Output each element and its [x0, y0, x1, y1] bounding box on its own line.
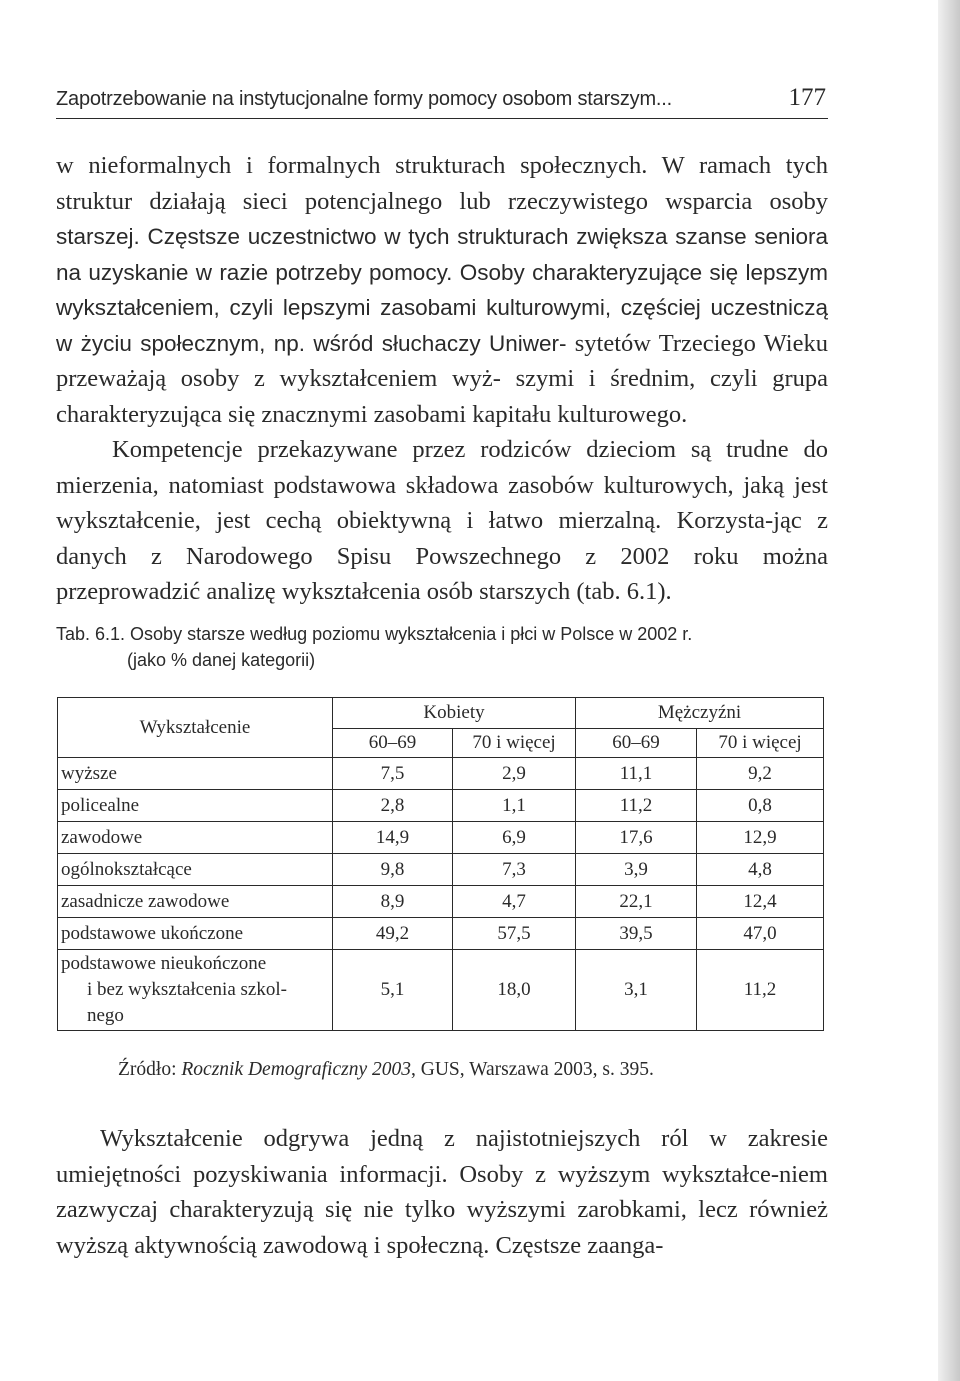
table-subcaption: (jako % danej kategorii) [127, 650, 316, 670]
cell-women-70-plus: 6,9 [453, 822, 576, 854]
paragraph-1-line-1: w nieformalnych i formalnych strukturach społecznych. W ramach tych [56, 152, 828, 179]
table-caption: Tab. 6.1. Osoby starsze według poziomu wykształcenia i płci w Polsce w 2002 r. [56, 624, 693, 644]
row-label-line-2: i bez wykształcenia szkol- [87, 979, 287, 1000]
cell-men-70-plus: 11,2 [697, 950, 824, 1031]
row-label [58, 950, 333, 1031]
paragraph-1 [56, 148, 828, 432]
cell-men-70-plus: 12,4 [697, 886, 824, 918]
paragraph-1-line-7: sytetów Trzeciego Wieku przeważają osoby z wykształceniem wyż- [56, 329, 828, 392]
row-label-line-3: nego [87, 1005, 124, 1026]
table-row [58, 790, 824, 822]
cell-women-70-plus: 18,0 [453, 950, 576, 1031]
cell-men-60-69: 11,2 [576, 790, 697, 822]
row-label: policealne [58, 790, 333, 822]
source-suffix: , GUS, Warszawa 2003, s. 395. [411, 1059, 654, 1080]
cell-women-70-plus: 1,1 [453, 790, 576, 822]
subheader-women-60-69: 60–69 [333, 729, 453, 758]
header-men: Mężczyźni [576, 698, 824, 729]
paragraph-1-line-4: seniora na uzyskanie w razie potrzeby pomocy. Osoby charakteryzujące [56, 224, 828, 285]
table-row [58, 918, 824, 950]
header-education: Wykształcenie [58, 698, 333, 758]
paragraph-2: Kompetencje przekazywane przez rodziców dzieciom są trudne do mierzenia, natomiast podstawowa składowa zasobów kulturowych, jaką jest wykształcenie, jest cechą obiektywną i łatwo mierzalną. Korzysta-jąc z danych z Narodowego Spisu Powszechnego z 2002 roku można przeprowadzić analizę wykształcenia osób starszych (tab. 6.1). [56, 436, 828, 605]
paragraph-1-line-6: częściej uczestniczą w życiu społecznym, np. wśród słuchaczy Uniwer- [56, 295, 829, 356]
table-row [58, 758, 824, 790]
header-women: Kobiety [333, 698, 576, 729]
row-label: wyższe [58, 758, 333, 790]
cell-men-70-plus: 9,2 [697, 758, 824, 790]
cell-men-70-plus: 12,9 [697, 822, 824, 854]
cell-women-60-69: 8,9 [333, 886, 453, 918]
cell-women-70-plus: 4,7 [453, 886, 576, 918]
paragraph-1-line-5: się lepszym wykształceniem, czyli lepszymi zasobami kulturowymi, [56, 259, 828, 320]
source-publication: Rocznik Demograficzny 2003 [181, 1059, 411, 1080]
cell-women-60-69: 49,2 [333, 918, 453, 950]
subheader-men-60-69: 60–69 [576, 729, 697, 758]
table-row [58, 950, 824, 1031]
cell-women-60-69: 2,8 [333, 790, 453, 822]
cell-men-60-69: 17,6 [576, 822, 697, 854]
cell-men-60-69: 3,9 [576, 854, 697, 886]
table-row [58, 886, 824, 918]
row-label: ogólnokształcące [58, 854, 333, 886]
cell-men-60-69: 3,1 [576, 950, 697, 1031]
cell-men-70-plus: 0,8 [697, 790, 824, 822]
table-header-row [58, 698, 824, 729]
table-source [118, 1059, 654, 1081]
cell-women-70-plus: 2,9 [453, 758, 576, 790]
cell-women-70-plus: 7,3 [453, 854, 576, 886]
paragraph-3: Wykształcenie odgrywa jedną z najistotniejszych ról w zakresie umiejętności pozyskiwania informacji. Osoby z wyższym wykształce-niem zazwyczaj charakteryzują się nie tylko wyższymi zarobkami, lecz również wyższą aktywnością zawodową i społeczną. Częstsze zaanga- [56, 1125, 828, 1259]
row-label: zawodowe [58, 822, 333, 854]
cell-women-60-69: 5,1 [333, 950, 453, 1031]
cell-men-60-69: 22,1 [576, 886, 697, 918]
row-label: zasadnicze zawodowe [58, 886, 333, 918]
row-label-line-1: podstawowe nieukończone [61, 953, 267, 974]
subheader-men-70-plus: 70 i więcej [697, 729, 824, 758]
cell-men-60-69: 11,1 [576, 758, 697, 790]
running-header-title: Zapotrzebowanie na instytucjonalne formy pomocy osobom starszym... [56, 88, 672, 110]
cell-men-70-plus: 4,8 [697, 854, 824, 886]
cell-women-60-69: 7,5 [333, 758, 453, 790]
paragraph-1-line-8: szymi i średnim, czyli grupa charakteryzująca się znacznymi zasobami [56, 365, 829, 428]
row-label: podstawowe ukończone [58, 918, 333, 950]
cell-men-70-plus: 47,0 [697, 918, 824, 950]
table-row [58, 854, 824, 886]
page-number: 177 [788, 84, 826, 111]
education-table [57, 697, 824, 1031]
cell-women-60-69: 14,9 [333, 822, 453, 854]
running-header [56, 84, 828, 119]
cell-men-60-69: 39,5 [576, 918, 697, 950]
cell-women-70-plus: 57,5 [453, 918, 576, 950]
paragraph-1-line-3: starszej. Częstsze uczestnictwo w tych strukturach zwiększa szanse [56, 224, 747, 249]
source-prefix: Źródło: [118, 1059, 182, 1080]
paragraph-1-line-2: struktur działają sieci potencjalnego lub rzeczywistego wsparcia osoby [56, 187, 828, 215]
table-row [58, 822, 824, 854]
subheader-women-70-plus: 70 i więcej [453, 729, 576, 758]
cell-women-60-69: 9,8 [333, 854, 453, 886]
paragraph-1-line-9: kapitału kulturowego. [472, 400, 688, 428]
